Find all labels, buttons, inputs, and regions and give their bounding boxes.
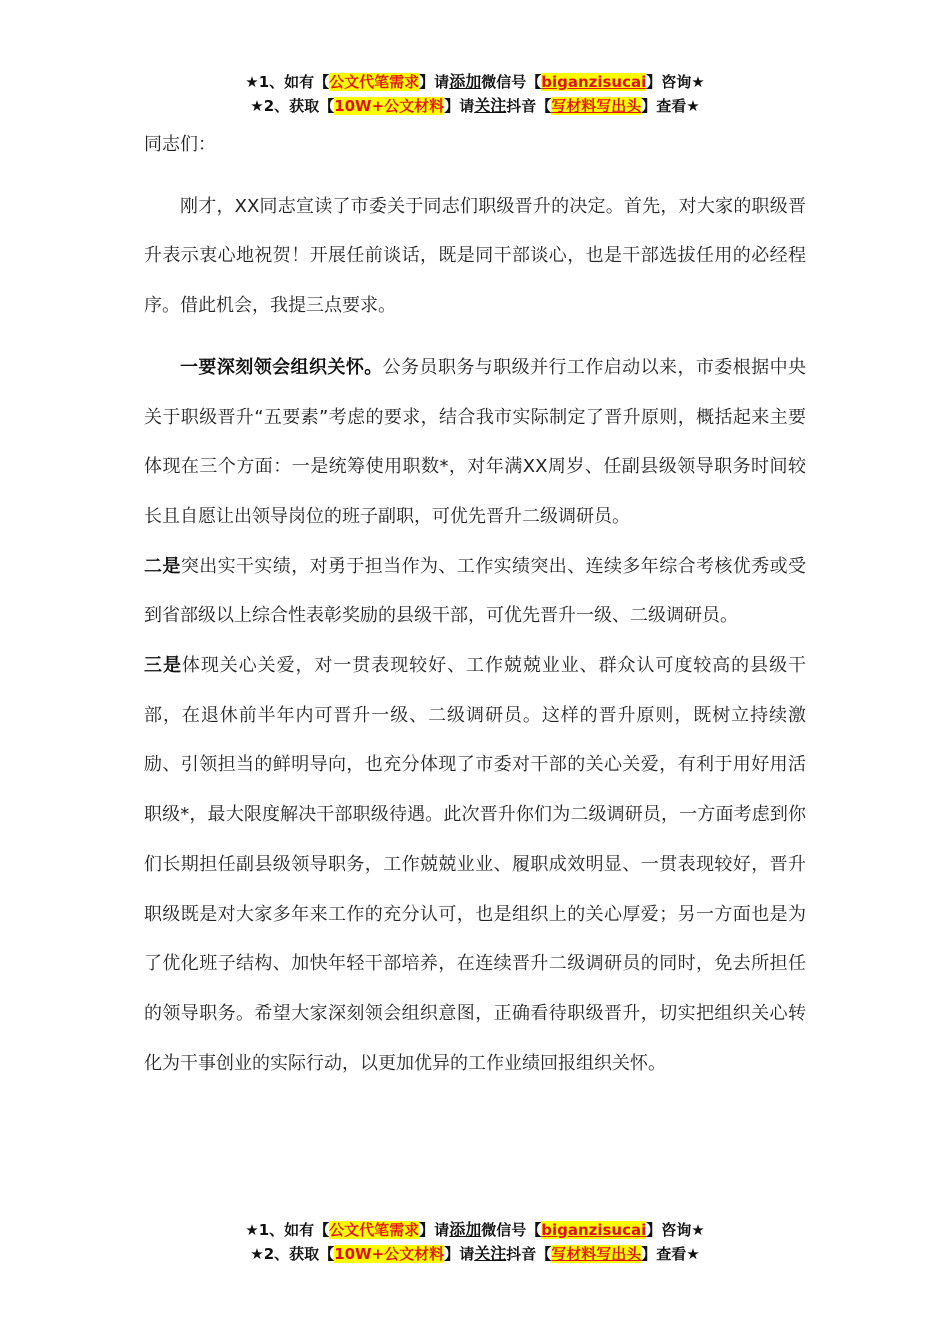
promo-text: 抖音【 bbox=[506, 1245, 552, 1263]
star-icon: ★ bbox=[250, 1245, 264, 1263]
promo-highlight-materials: 10W+公文材料 bbox=[334, 97, 445, 115]
salutation: 同志们： bbox=[144, 134, 216, 155]
promo-douyin-account: 写材料写出头 bbox=[551, 1245, 642, 1263]
promo-text: 】请 bbox=[444, 97, 475, 115]
promo-line-1 bbox=[0, 70, 950, 94]
star-icon: ★ bbox=[250, 97, 264, 115]
bottom-promo-banner bbox=[0, 1218, 950, 1266]
promo-text: 】咨询★ bbox=[646, 1221, 705, 1239]
promo-text: 抖音【 bbox=[506, 97, 552, 115]
promo-emphasis-add: 添加 bbox=[449, 72, 482, 91]
promo-line-2 bbox=[0, 1242, 950, 1266]
promo-emphasis-follow: 关注 bbox=[474, 1244, 507, 1263]
promo-text: 1、如有【 bbox=[258, 1221, 330, 1239]
promo-text: 】查看★ bbox=[641, 1245, 700, 1263]
promo-text: 】请 bbox=[419, 1221, 450, 1239]
promo-text: 】请 bbox=[444, 1245, 475, 1263]
promo-text: 1、如有【 bbox=[258, 73, 330, 91]
promo-wechat-id: biganzisucai bbox=[541, 1221, 647, 1239]
promo-text: 】请 bbox=[419, 73, 450, 91]
promo-wechat-id: biganzisucai bbox=[541, 73, 647, 91]
promo-emphasis-follow: 关注 bbox=[474, 96, 507, 115]
promo-text: 2、获取【 bbox=[263, 1245, 335, 1263]
promo-douyin-account: 写材料写出头 bbox=[551, 97, 642, 115]
promo-emphasis-add: 添加 bbox=[449, 1220, 482, 1239]
sub-point-three-label: 三是 bbox=[144, 655, 182, 677]
promo-highlight-service: 公文代笔需求 bbox=[329, 1221, 420, 1239]
promo-text: 】咨询★ bbox=[646, 73, 705, 91]
promo-line-1 bbox=[0, 1218, 950, 1242]
sub-point-two-label: 二是 bbox=[144, 555, 181, 577]
promo-highlight-materials: 10W+公文材料 bbox=[334, 1245, 445, 1263]
promo-highlight-service: 公文代笔需求 bbox=[329, 73, 420, 91]
promo-text: 微信号【 bbox=[481, 73, 542, 91]
point-one-text: 公务员职务与职级并行工作启动以来，市委根据中央关于职级晋升“五要素”考虑的要求，结合我市实际制定了晋升原则，概括起来主要体现在三个方面：一是统筹使用职数*，对年满XX周岁、任副县级领导职务时间较长且自愿让出领导岗位的班子副职，可优先晋升二级调研员。 bbox=[144, 356, 807, 527]
document-body bbox=[144, 120, 806, 1088]
promo-text: 】查看★ bbox=[641, 97, 700, 115]
star-icon: ★ bbox=[245, 73, 259, 91]
point-one-heading: 一要深刻领会组织关怀。 bbox=[180, 356, 383, 378]
sub-point-three-text: 体现关心关爱，对一贯表现较好、工作兢兢业业、群众认可度较高的县级干部，在退休前半年内可晋升一级、二级调研员。这样的晋升原则，既树立持续激励、引领担当的鲜明导向，也充分体现了市委对干部的关心关爱，有利于用好用活职级*，最大限度解决干部职级待遇。此次晋升你们为二级调研员，一方面考虑到你们长期担任副县级领导职务，工作兢兢业业、履职成效明显、一贯表现较好，晋升职级既是对大家多年来工作的充分认可，也是组织上的关心厚爱；另一方面也是为了优化班子结构、加快年轻干部培养，在连续晋升二级调研员的同时，免去所担任的领导职务。希望大家深刻领会组织意图，正确看待职级晋升，切实把组织关心转化为干事创业的实际行动，以更加优异的工作业绩回报组织关怀。 bbox=[144, 655, 807, 1074]
paragraph-spacer bbox=[144, 331, 806, 343]
promo-text: 2、获取【 bbox=[263, 97, 335, 115]
promo-text: 微信号【 bbox=[481, 1221, 542, 1239]
star-icon: ★ bbox=[245, 1221, 259, 1239]
promo-line-2 bbox=[0, 94, 950, 118]
point-one-paragraph bbox=[144, 343, 806, 1089]
intro-paragraph: 刚才，XX同志宣读了市委关于同志们职级晋升的决定。首先，对大家的职级晋升表示衷心地祝贺！开展任前谈话，既是同干部谈心，也是干部选拔任用的必经程序。借此机会，我提三点要求。 bbox=[144, 195, 806, 317]
sub-point-two-text: 突出实干实绩，对勇于担当作为、工作实绩突出、连续多年综合考核优秀或受到省部级以上综合性表彰奖励的县级干部，可优先晋升一级、二级调研员。 bbox=[144, 555, 807, 627]
top-promo-banner bbox=[0, 70, 950, 118]
